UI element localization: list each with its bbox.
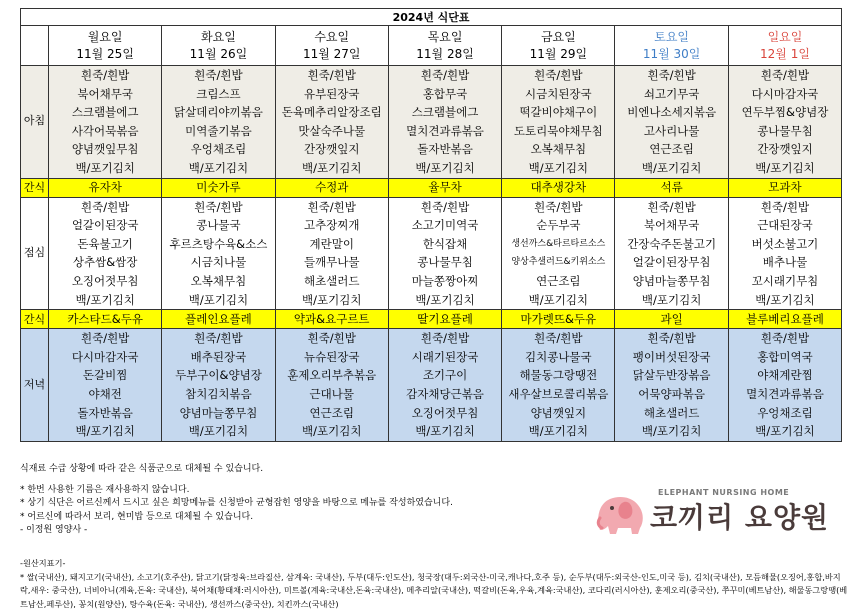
note-line: * 어르신에 따라서 보리, 현미밥 등으로 대체될 수 있습니다. [20, 511, 254, 522]
menu-item: 백/포기김치 [755, 160, 815, 175]
menu-item: 간장깻잎지 [757, 142, 813, 157]
menu-item: 흰죽/흰밥 [80, 331, 130, 346]
snack-label: 간식 [21, 178, 49, 197]
menu-item: 감자채당근볶음 [406, 386, 484, 401]
snack-item: 딸기요플레 [388, 310, 501, 329]
breakfast-cell [388, 66, 501, 179]
menu-item: 백/포기김치 [75, 160, 135, 175]
menu-item: 시래기된장국 [411, 349, 479, 364]
menu-item: 우엉채조림 [190, 142, 247, 157]
menu-item: 양념마늘쫑무침 [179, 405, 258, 420]
menu-item: 미역줄기볶음 [185, 123, 252, 138]
menu-item: 스크램블에그 [411, 105, 479, 120]
menu-item: 백/포기김치 [75, 292, 135, 307]
lunch-cell [502, 197, 615, 310]
weekday-label: 수요일 [314, 29, 350, 44]
menu-item: 양념깻잎지 [530, 405, 587, 420]
dinner-cell [388, 329, 501, 442]
day-header [49, 26, 162, 66]
menu-item: 북어채무국 [77, 86, 133, 101]
menu-item: 상추쌈&쌈장 [72, 255, 138, 270]
menu-item: 얼갈이된장국 [71, 218, 139, 233]
snack-item: 대추생강차 [502, 178, 615, 197]
menu-item: 홍합미역국 [757, 349, 813, 364]
menu-item: 유부된장국 [303, 86, 360, 101]
menu-item: 연근조림 [309, 405, 354, 420]
menu-item: 김치콩나물국 [525, 349, 592, 364]
menu-item: 다시마감자국 [71, 349, 139, 364]
menu-item: 콩나물무침 [757, 123, 813, 138]
menu-item: 백/포기김치 [641, 160, 702, 175]
menu-item: 배추된장국 [190, 349, 247, 364]
menu-item: 연두부찜&양념장 [741, 105, 829, 120]
corner-cell [21, 26, 49, 66]
menu-item: 고추장찌개 [303, 218, 360, 233]
menu-item: 어묵양파볶음 [638, 386, 705, 401]
menu-item: 흰죽/흰밥 [760, 199, 810, 214]
menu-item: 백/포기김치 [528, 160, 589, 175]
menu-item: 백/포기김치 [528, 292, 589, 307]
date-label: 12월 1일 [760, 46, 810, 61]
menu-item: 흰죽/흰밥 [647, 331, 696, 346]
lunch-cell [162, 197, 275, 310]
menu-title: 2024년 식단표 [21, 9, 842, 26]
menu-item: 야채전 [88, 386, 122, 401]
menu-item: 백/포기김치 [755, 424, 815, 439]
nutritionist-signature: - 이정원 영양사 - [20, 525, 88, 535]
date-label: 11월 29일 [529, 46, 588, 61]
weekday-label: 월요일 [87, 29, 123, 44]
menu-item: 참치김치볶음 [185, 386, 252, 401]
menu-item: 멸치견과류볶음 [406, 123, 484, 138]
menu-item: 연근조림 [536, 273, 581, 288]
snack-item: 카스타드&두유 [49, 310, 162, 329]
snack-item: 플레인요플레 [162, 310, 275, 329]
snack-item: 약과&요구르트 [275, 310, 388, 329]
weekday-label: 일요일 [767, 29, 803, 44]
menu-item: 버섯소불고기 [751, 236, 819, 251]
menu-item: 돈갈비찜 [82, 368, 128, 383]
breakfast-cell [162, 66, 275, 179]
breakfast-label: 아침 [21, 66, 49, 179]
note-line: * 상기 식단은 어르신께서 드시고 싶은 희망메뉴를 신청받아 균형잡힌 영양을 바탕으로 메뉴를 작성하였습니다. [20, 498, 453, 508]
menu-item: 홍합무국 [422, 86, 468, 101]
menu-item: 시금치된장국 [525, 86, 592, 101]
dinner-cell [502, 329, 615, 442]
menu-item: 흰죽/흰밥 [80, 199, 130, 214]
snack-item: 블루베리요플레 [728, 310, 841, 329]
menu-item: 조기구이 [422, 368, 468, 383]
menu-item: 흰죽/흰밥 [194, 68, 243, 82]
menu-item: 흰죽/흰밥 [420, 331, 470, 346]
snack-label: 간식 [21, 310, 49, 329]
menu-item: 돈육메추리알장조림 [281, 105, 382, 120]
menu-item: 근대된장국 [757, 218, 813, 233]
menu-item: 오복채무침 [190, 273, 247, 288]
menu-item: 백/포기김치 [415, 424, 475, 439]
menu-item: 후르츠탕수육&소스 [169, 236, 268, 251]
menu-item: 크림스프 [196, 86, 241, 101]
menu-item: 스크램블에그 [71, 105, 139, 120]
origin-text: * 쌀(국내산), 돼지고기(국내산), 소고기(호주산), 닭고기(닭정육:브라질산, 삼계육: 국내산), 두부(대두:인도산), 청국장(대두:외국산-미국,캐나다,호주 등), 순두부(대두:외국산-인도,미국 등), 김치(국내산), 모듬해물(오징어,홍합,바지락,새우: 중국산), 너비아니(계육,돈육: 국내산), 북어채(황태채:러시아산), 미트볼(계육:국내산,돈육:국내산), 메추리알(국내산), 떡갈비(돈육,우육,계육:국내산), 코다리(러시아산), 훈제오리(중국산), 쭈꾸미(베트남산), 해물동그랑땡(베트남산,페루산), 꽁치(원양산), 탕수육(돈육: 국내산), 생선까스(중국산), 치킨까스(국내산) [20, 571, 848, 609]
menu-item: 백/포기김치 [415, 292, 475, 307]
lunch-cell [728, 197, 841, 310]
breakfast-cell [615, 66, 728, 179]
menu-item: 콩나물무침 [417, 255, 473, 270]
snack-item: 수정과 [275, 178, 388, 197]
menu-item: 훈제오리부추볶음 [287, 368, 377, 383]
menu-item: 꼬시래기무침 [751, 273, 819, 288]
menu-item: 돈육불고기 [77, 236, 133, 251]
menu-item: 소고기미역국 [411, 218, 479, 233]
note-line: 식재료 수급 상황에 따라 같은 식품군으로 대체될 수 있습니다. [20, 464, 264, 474]
dinner-cell [49, 329, 162, 442]
dinner-cell [728, 329, 841, 442]
menu-item: 두부구이&양념장 [175, 368, 262, 383]
menu-item: 떡갈비야채구이 [519, 105, 598, 120]
menu-item: 흰죽/흰밥 [534, 331, 583, 346]
menu-item: 해초샐러드 [643, 405, 700, 420]
snack-item: 유자차 [49, 178, 162, 197]
date-label: 11월 25일 [76, 46, 134, 61]
menu-item: 사각어묵볶음 [71, 123, 139, 138]
menu-item: 양상추샐러드&키위소스 [511, 257, 606, 268]
menu-item: 고사리나물 [643, 123, 700, 138]
lunch-cell [275, 197, 388, 310]
menu-item: 야채계란찜 [757, 368, 813, 383]
date-label: 11월 26일 [189, 46, 248, 61]
menu-item: 백/포기김치 [188, 424, 249, 439]
menu-item: 간장숙주돈불고기 [627, 236, 717, 251]
dinner-cell [275, 329, 388, 442]
menu-item: 흰죽/흰밥 [80, 68, 130, 82]
origin-labeling [20, 557, 850, 611]
snack-item: 과일 [615, 310, 728, 329]
weekday-label: 화요일 [201, 29, 236, 44]
menu-item: 흰죽/흰밥 [307, 68, 356, 82]
menu-item: 배추나물 [762, 255, 808, 270]
menu-item: 흰죽/흰밥 [760, 331, 810, 346]
menu-item: 흰죽/흰밥 [307, 331, 356, 346]
menu-item: 북어채무국 [643, 218, 700, 233]
menu-item: 해물동그랑땡전 [519, 368, 598, 383]
menu-item: 해초샐러드 [303, 273, 360, 288]
menu-item: 백/포기김치 [415, 160, 475, 175]
weekday-label: 토요일 [654, 29, 690, 44]
snack-item: 율무차 [388, 178, 501, 197]
menu-item: 우엉채조림 [757, 405, 813, 420]
menu-item: 다시마감자국 [751, 86, 819, 101]
logo-english-text: ELEPHANT NURSING HOME [658, 488, 790, 497]
weekday-label: 목요일 [427, 29, 463, 44]
menu-item: 흰죽/흰밥 [420, 199, 470, 214]
elephant-nursing-home-logo [594, 486, 844, 546]
menu-item: 흰죽/흰밥 [760, 68, 810, 82]
menu-item: 백/포기김치 [188, 292, 249, 307]
menu-item: 백/포기김치 [641, 292, 702, 307]
breakfast-cell [49, 66, 162, 179]
menu-table [20, 8, 842, 442]
menu-item: 연근조림 [649, 142, 694, 157]
breakfast-cell [275, 66, 388, 179]
menu-item: 흰죽/흰밥 [647, 199, 696, 214]
morning-snack-row [21, 178, 842, 197]
menu-item: 백/포기김치 [302, 160, 362, 175]
afternoon-snack-row [21, 310, 842, 329]
menu-item: 팽이버섯된장국 [632, 349, 711, 364]
menu-item: 흰죽/흰밥 [534, 68, 583, 82]
day-header [615, 26, 728, 66]
menu-item: 오징어젓무침 [71, 273, 139, 288]
notes [20, 463, 453, 538]
menu-item: 돌자반볶음 [77, 405, 133, 420]
day-header [162, 26, 275, 66]
menu-item: 비엔나소세지볶음 [627, 105, 717, 120]
menu-item: 양념마늘쫑무침 [632, 273, 711, 288]
elephant-icon [594, 490, 650, 538]
menu-item: 도토리묵야채무침 [513, 123, 603, 138]
day-header [502, 26, 615, 66]
snack-item: 미숫가루 [162, 178, 275, 197]
menu-item: 닭살두반장볶음 [632, 368, 711, 383]
menu-item: 생선까스&타르타르소스 [511, 238, 606, 249]
lunch-label: 점심 [21, 197, 49, 310]
menu-item: 얼갈이된장무침 [632, 255, 711, 270]
snack-item: 마가렛뜨&두유 [502, 310, 615, 329]
menu-item: 새우살브로콜리볶음 [508, 386, 609, 401]
menu-item: 멸치견과류볶음 [746, 386, 824, 401]
menu-item: 닭살데리야끼볶음 [174, 105, 263, 120]
dinner-label: 저녁 [21, 329, 49, 442]
dinner-row [21, 329, 842, 442]
lunch-cell [49, 197, 162, 310]
breakfast-row [21, 66, 842, 179]
menu-item: 흰죽/흰밥 [194, 199, 243, 214]
lunch-cell [615, 197, 728, 310]
snack-item: 모과차 [728, 178, 841, 197]
date-label: 11월 30일 [642, 46, 701, 61]
lunch-cell [388, 197, 501, 310]
menu-item: 쇠고기무국 [643, 86, 700, 101]
menu-item: 백/포기김치 [302, 424, 362, 439]
day-header [275, 26, 388, 66]
menu-item: 백/포기김치 [302, 292, 362, 307]
origin-heading: -원산지표기- [20, 558, 66, 568]
menu-item: 뉴슈된장국 [303, 349, 360, 364]
menu-item: 콩나물국 [196, 218, 241, 233]
menu-item: 돌자반볶음 [417, 142, 473, 157]
menu-item: 흰죽/흰밥 [307, 199, 356, 214]
date-label: 11월 28일 [416, 46, 474, 61]
menu-item: 흰죽/흰밥 [194, 331, 243, 346]
menu-item: 맛살숙주나물 [298, 123, 366, 138]
menu-item: 흰죽/흰밥 [534, 199, 583, 214]
menu-item: 백/포기김치 [75, 424, 135, 439]
lunch-row [21, 197, 842, 310]
menu-item: 백/포기김치 [528, 424, 589, 439]
menu-item: 백/포기김치 [641, 424, 702, 439]
menu-item: 시금치나물 [190, 255, 247, 270]
menu-item: 순두부국 [536, 218, 581, 233]
dinner-cell [615, 329, 728, 442]
day-header [728, 26, 841, 66]
menu-item: 양념깻잎무침 [71, 142, 139, 157]
menu-item: 백/포기김치 [188, 160, 249, 175]
menu-item: 근대나물 [309, 386, 354, 401]
breakfast-cell [502, 66, 615, 179]
menu-item: 백/포기김치 [755, 292, 815, 307]
menu-item: 흰죽/흰밥 [420, 68, 470, 82]
menu-item: 들깨무나물 [303, 255, 360, 270]
logo-korean-text: 코끼리 요양원 [650, 501, 830, 534]
menu-item: 한식잡채 [422, 236, 468, 251]
menu-item: 간장깻잎지 [303, 142, 360, 157]
breakfast-cell [728, 66, 841, 179]
menu-item: 마늘쫑짱아찌 [411, 273, 479, 288]
note-line: * 한번 사용한 기름은 재사용하지 않습니다. [20, 484, 190, 495]
weekday-label: 금요일 [540, 29, 576, 44]
dinner-cell [162, 329, 275, 442]
day-header [388, 26, 501, 66]
snack-item: 석류 [615, 178, 728, 197]
menu-item: 오복채무침 [530, 142, 587, 157]
day-header-row [21, 26, 842, 66]
date-label: 11월 27일 [302, 46, 361, 61]
menu-item: 흰죽/흰밥 [647, 68, 696, 82]
menu-item: 오징어젓무침 [411, 405, 479, 420]
menu-item: 계란말이 [309, 236, 354, 251]
